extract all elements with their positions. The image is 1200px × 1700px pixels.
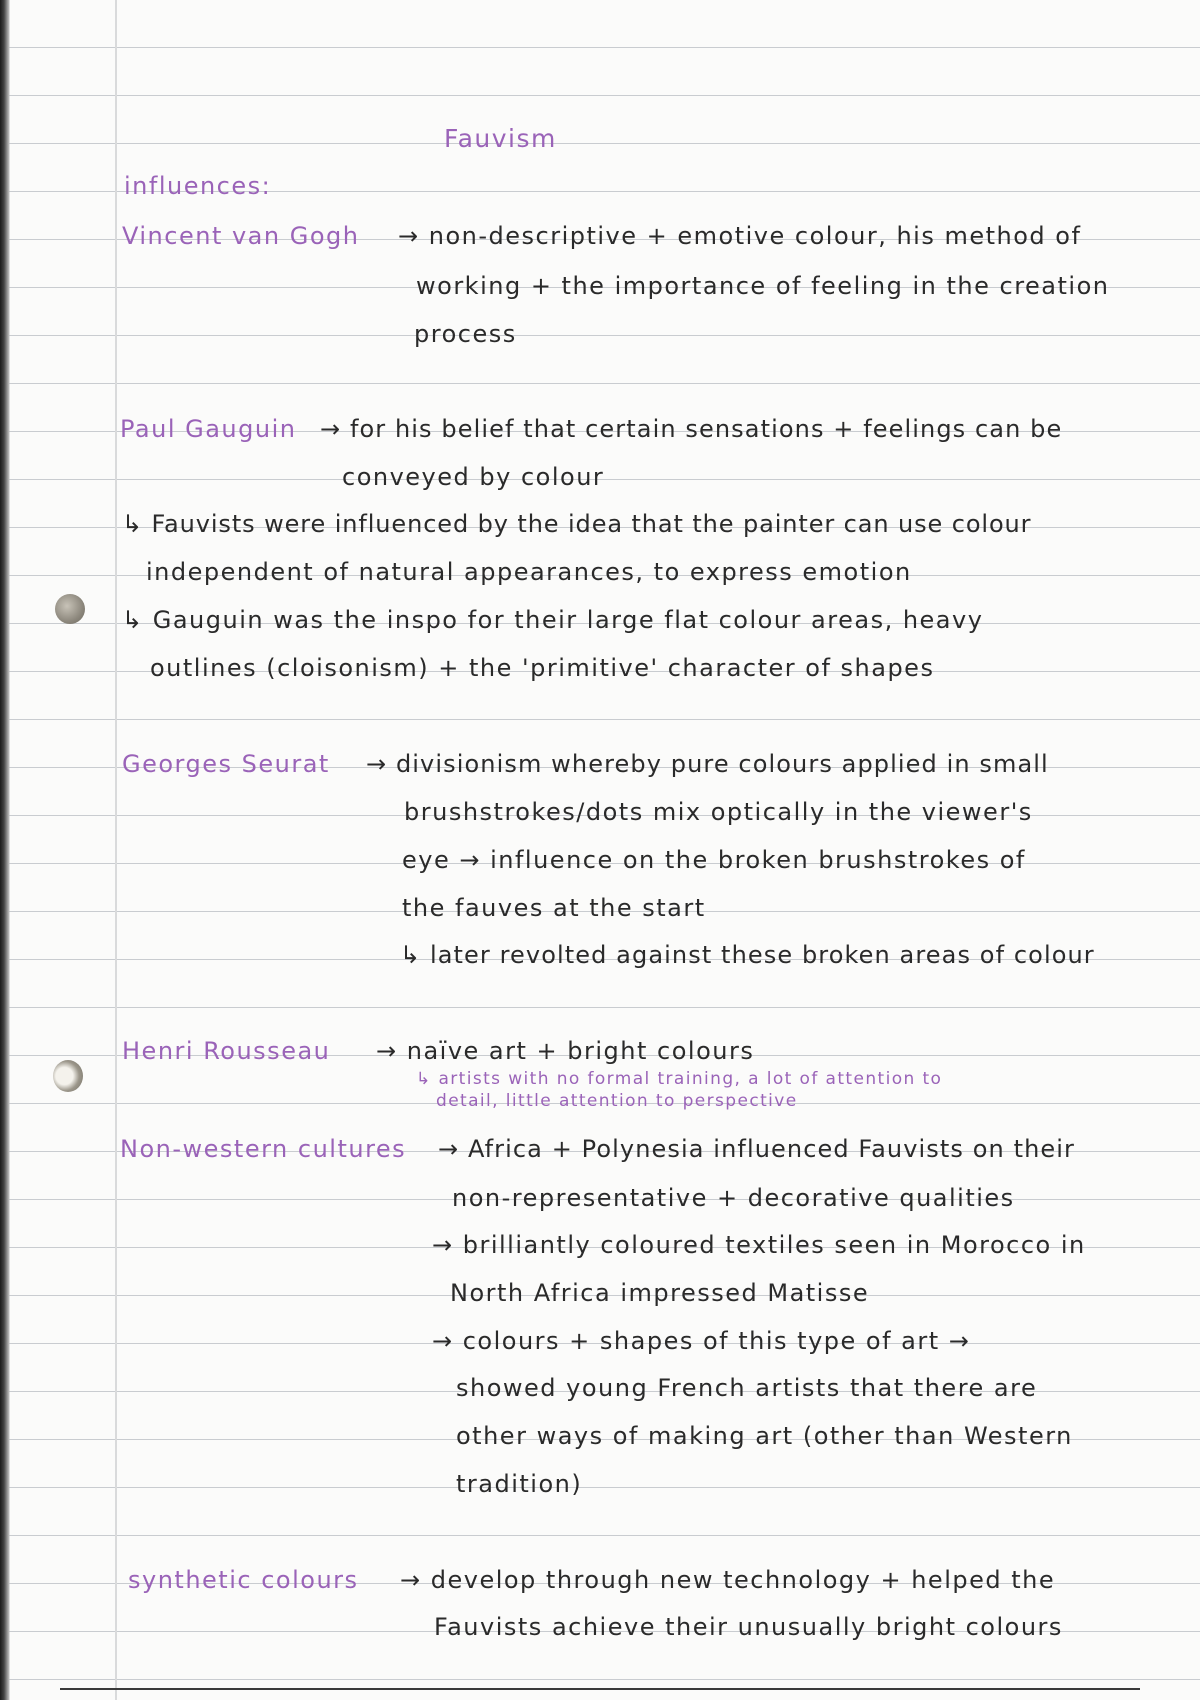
synthetic-line-1: → develop through new technology + helped the (400, 1566, 1056, 1594)
gauguin-note-2: independent of natural appearances, to express emotion (146, 558, 912, 586)
non-western-line-8: tradition) (456, 1470, 583, 1498)
non-western-line-1: → Africa + Polynesia influenced Fauvists on their (438, 1135, 1076, 1163)
rousseau-note-1: ↳ artists with no formal training, a lot of attention to (416, 1069, 943, 1089)
binder-hole-top (55, 594, 85, 624)
non-western-line-4: North Africa impressed Matisse (450, 1279, 870, 1307)
gauguin-note-1: ↳ Fauvists were influenced by the idea that the painter can use colour (122, 510, 1032, 538)
synthetic-line-2: Fauvists achieve their unusually bright colours (434, 1613, 1063, 1641)
artist-name-synthetic: synthetic colours (128, 1566, 359, 1594)
van-gogh-line-3: process (414, 320, 517, 348)
page-title: Fauvism (444, 124, 557, 153)
van-gogh-line-2: working + the importance of feeling in the creation (416, 272, 1110, 300)
non-western-line-6: showed young French artists that there are (456, 1374, 1038, 1402)
rousseau-note-2: detail, little attention to perspective (436, 1091, 798, 1111)
seurat-line-3: eye → influence on the broken brushstrokes of (402, 846, 1026, 874)
rousseau-line-1: → naïve art + bright colours (376, 1037, 755, 1065)
non-western-line-2: non-representative + decorative qualities (452, 1184, 1015, 1212)
seurat-line-5: ↳ later revolted against these broken areas of colour (400, 941, 1095, 969)
gauguin-note-4: outlines (cloisonism) + the 'primitive' character of shapes (150, 654, 935, 682)
seurat-line-1: → divisionism whereby pure colours applied in small (366, 750, 1049, 778)
page-edge-shadow (0, 0, 10, 1700)
margin-line (115, 0, 117, 1700)
artist-name-seurat: Georges Seurat (122, 750, 330, 778)
binder-hole-bottom (53, 1060, 83, 1092)
artist-name-gauguin: Paul Gauguin (120, 415, 297, 443)
artist-name-non-western: Non-western cultures (120, 1135, 407, 1163)
gauguin-line-1: → for his belief that certain sensations + feelings can be (320, 415, 1063, 443)
non-western-line-3: → brilliantly coloured textiles seen in Morocco in (432, 1231, 1086, 1259)
bottom-rule (60, 1688, 1140, 1690)
artist-name-van-gogh: Vincent van Gogh (122, 222, 360, 250)
gauguin-line-2: conveyed by colour (342, 463, 605, 491)
van-gogh-line-1: → non-descriptive + emotive colour, his method of (398, 222, 1082, 250)
non-western-line-5: → colours + shapes of this type of art → (432, 1327, 971, 1355)
non-western-line-7: other ways of making art (other than Western (456, 1422, 1073, 1450)
artist-name-rousseau: Henri Rousseau (122, 1037, 331, 1065)
seurat-line-2: brushstrokes/dots mix optically in the viewer's (404, 798, 1033, 826)
gauguin-note-3: ↳ Gauguin was the inspo for their large flat colour areas, heavy (122, 606, 984, 634)
seurat-line-4: the fauves at the start (402, 894, 706, 922)
influences-heading: influences: (124, 172, 272, 200)
